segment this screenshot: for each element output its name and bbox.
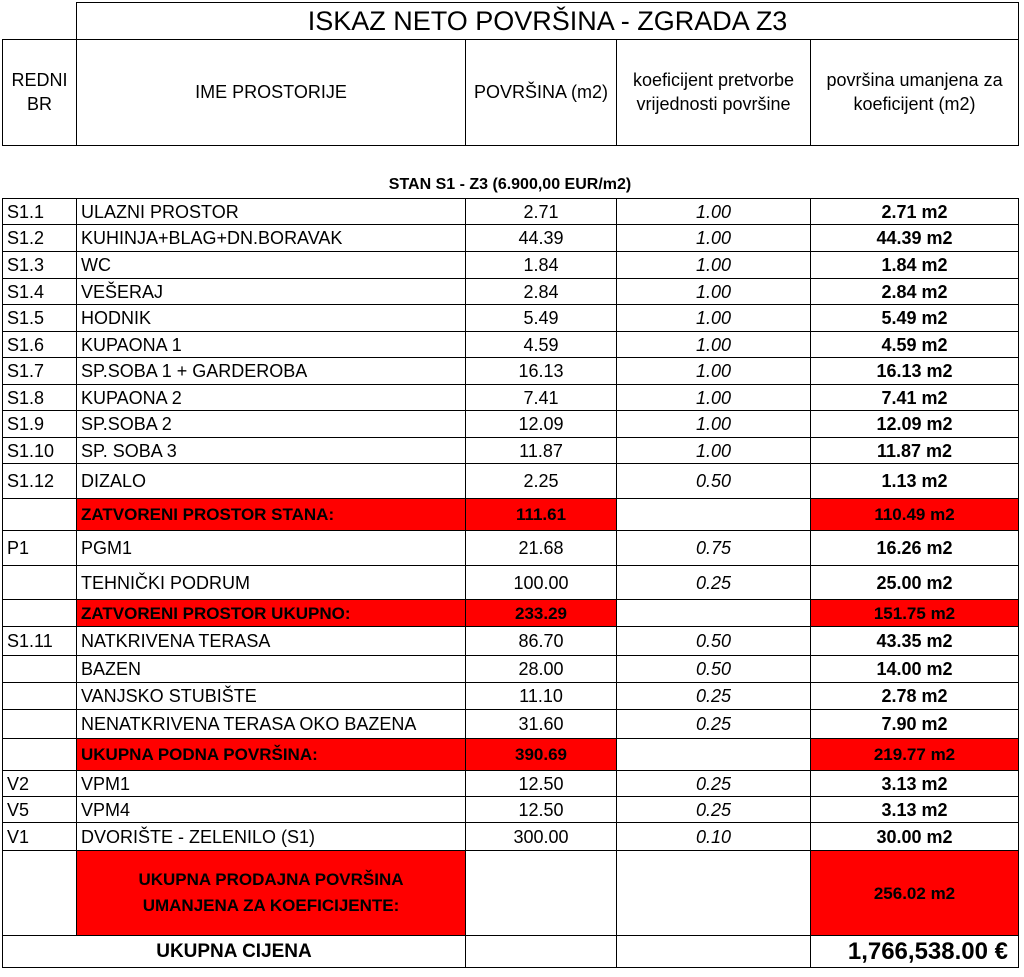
- reduced-area: 11.87 m2: [811, 438, 1019, 464]
- row-number: V2: [3, 771, 77, 797]
- total-price-value: 1,766,538.00 €: [811, 936, 1019, 968]
- room-area: 44.39: [466, 225, 617, 252]
- sale-area-value: 256.02 m2: [811, 851, 1019, 936]
- reduced-area: 110.49 m2: [811, 499, 1019, 531]
- reduced-area: 219.77 m2: [811, 739, 1019, 771]
- room-name: UKUPNA PODNA POVRŠINA:: [77, 739, 466, 771]
- room-name: PGM1: [77, 531, 466, 566]
- reduced-area: 16.13 m2: [811, 358, 1019, 385]
- reduced-area: 7.41 m2: [811, 385, 1019, 411]
- room-name: VPM1: [77, 771, 466, 797]
- conversion-coefficient: 0.75: [617, 531, 811, 566]
- room-area: 2.71: [466, 199, 617, 225]
- room-name: ULAZNI PROSTOR: [77, 199, 466, 225]
- table-row: [3, 279, 1019, 305]
- room-name: KUPAONA 2: [77, 385, 466, 411]
- total-price-label: UKUPNA CIJENA: [3, 936, 466, 968]
- room-area: 2.84: [466, 279, 617, 305]
- reduced-area: 1.13 m2: [811, 464, 1019, 499]
- conversion-coefficient: 0.25: [617, 566, 811, 600]
- table-row: [3, 710, 1019, 739]
- room-name: SP. SOBA 3: [77, 438, 466, 464]
- row-number: V1: [3, 823, 77, 851]
- room-name: NATKRIVENA TERASA: [77, 627, 466, 656]
- room-area: 390.69: [466, 739, 617, 771]
- summary-row: [3, 600, 1019, 627]
- conversion-coefficient: 1.00: [617, 199, 811, 225]
- conversion-coefficient: [617, 499, 811, 531]
- reduced-area: 16.26 m2: [811, 531, 1019, 566]
- row-number: [3, 656, 77, 683]
- reduced-area: 7.90 m2: [811, 710, 1019, 739]
- room-area: 7.41: [466, 385, 617, 411]
- table-row: [3, 797, 1019, 823]
- table-row: [3, 411, 1019, 438]
- reduced-area: 151.75 m2: [811, 600, 1019, 627]
- room-name: VEŠERAJ: [77, 279, 466, 305]
- row-number: S1.9: [3, 411, 77, 438]
- sale-area-label-line1: UKUPNA PRODAJNA POVRŠINA: [138, 869, 404, 889]
- row-number: S1.8: [3, 385, 77, 411]
- room-name: WC: [77, 252, 466, 279]
- room-area: 21.68: [466, 531, 617, 566]
- table-row: [3, 225, 1019, 252]
- room-area: 300.00: [466, 823, 617, 851]
- reduced-area: 1.84 m2: [811, 252, 1019, 279]
- table-row: [3, 656, 1019, 683]
- table-row: [3, 683, 1019, 710]
- table-row: [3, 566, 1019, 600]
- row-number: [3, 499, 77, 531]
- room-area: 233.29: [466, 600, 617, 627]
- title-spacer: [3, 3, 77, 40]
- total-spacer: [617, 936, 811, 968]
- reduced-area: 5.49 m2: [811, 305, 1019, 332]
- room-area: 86.70: [466, 627, 617, 656]
- conversion-coefficient: 1.00: [617, 279, 811, 305]
- row-number: S1.11: [3, 627, 77, 656]
- room-name: VPM4: [77, 797, 466, 823]
- row-number: [3, 851, 77, 936]
- reduced-area: 3.13 m2: [811, 771, 1019, 797]
- conversion-coefficient: 0.25: [617, 683, 811, 710]
- row-number: S1.12: [3, 464, 77, 499]
- total-spacer: [466, 936, 617, 968]
- header-num: REDNI BR: [3, 40, 77, 146]
- section-title: STAN S1 - Z3 (6.900,00 EUR/m2): [388, 176, 632, 193]
- reduced-area: 12.09 m2: [811, 411, 1019, 438]
- area-rows: [3, 199, 1019, 968]
- conversion-coefficient: [617, 600, 811, 627]
- conversion-coefficient: 1.00: [617, 332, 811, 358]
- table-row: [3, 823, 1019, 851]
- row-number: P1: [3, 531, 77, 566]
- summary-row: [3, 739, 1019, 771]
- conversion-coefficient: [617, 739, 811, 771]
- room-area: 31.60: [466, 710, 617, 739]
- sale-area-label-line2: UMANJENA ZA KOEFICIJENTE:: [142, 896, 400, 915]
- row-number: S1.10: [3, 438, 77, 464]
- room-name: KUHINJA+BLAG+DN.BORAVAK: [77, 225, 466, 252]
- room-name: ZATVORENI PROSTOR STANA:: [77, 499, 466, 531]
- room-name: KUPAONA 1: [77, 332, 466, 358]
- conversion-coefficient: 0.25: [617, 710, 811, 739]
- room-name: DIZALO: [77, 464, 466, 499]
- row-number: S1.3: [3, 252, 77, 279]
- reduced-area: 30.00 m2: [811, 823, 1019, 851]
- row-number: [3, 739, 77, 771]
- reduced-area: 2.71 m2: [811, 199, 1019, 225]
- room-area: 100.00: [466, 566, 617, 600]
- conversion-coefficient: 0.25: [617, 771, 811, 797]
- room-area: 12.50: [466, 797, 617, 823]
- room-area: 12.50: [466, 771, 617, 797]
- page-title: ISKAZ NETO POVRŠINA - ZGRADA Z3: [77, 3, 1019, 40]
- conversion-coefficient: [617, 851, 811, 936]
- table-row: [3, 438, 1019, 464]
- conversion-coefficient: 1.00: [617, 358, 811, 385]
- room-area: [466, 851, 617, 936]
- row-number: S1.5: [3, 305, 77, 332]
- reduced-area: 3.13 m2: [811, 797, 1019, 823]
- row-number: S1.6: [3, 332, 77, 358]
- total-price-row: [3, 936, 1019, 968]
- room-area: 16.13: [466, 358, 617, 385]
- row-number: [3, 683, 77, 710]
- reduced-area: 2.84 m2: [811, 279, 1019, 305]
- reduced-area: 2.78 m2: [811, 683, 1019, 710]
- table-row: [3, 627, 1019, 656]
- room-name: NENATKRIVENA TERASA OKO BAZENA: [77, 710, 466, 739]
- row-number: [3, 710, 77, 739]
- conversion-coefficient: 1.00: [617, 305, 811, 332]
- row-number: S1.2: [3, 225, 77, 252]
- room-area: 28.00: [466, 656, 617, 683]
- room-area: 5.49: [466, 305, 617, 332]
- header-table: [2, 2, 1019, 146]
- room-area: 1.84: [466, 252, 617, 279]
- room-name: BAZEN: [77, 656, 466, 683]
- row-number: S1.4: [3, 279, 77, 305]
- room-name: HODNIK: [77, 305, 466, 332]
- room-area: 111.61: [466, 499, 617, 531]
- table-row: [3, 385, 1019, 411]
- room-area: 4.59: [466, 332, 617, 358]
- conversion-coefficient: 1.00: [617, 438, 811, 464]
- conversion-coefficient: 0.50: [617, 464, 811, 499]
- room-name: SP.SOBA 2: [77, 411, 466, 438]
- sale-area-label: [77, 851, 466, 936]
- table-row: [3, 252, 1019, 279]
- room-area: 12.09: [466, 411, 617, 438]
- reduced-area: 14.00 m2: [811, 656, 1019, 683]
- header-area: POVRŠINA (m2): [466, 40, 617, 146]
- table-row: [3, 771, 1019, 797]
- conversion-coefficient: 1.00: [617, 252, 811, 279]
- conversion-coefficient: 0.10: [617, 823, 811, 851]
- reduced-area: 44.39 m2: [811, 225, 1019, 252]
- reduced-area: 25.00 m2: [811, 566, 1019, 600]
- table-row: [3, 358, 1019, 385]
- table-row: [3, 332, 1019, 358]
- room-name: ZATVORENI PROSTOR UKUPNO:: [77, 600, 466, 627]
- summary-row: [3, 499, 1019, 531]
- conversion-coefficient: 0.50: [617, 656, 811, 683]
- room-name: SP.SOBA 1 + GARDEROBA: [77, 358, 466, 385]
- reduced-area: 43.35 m2: [811, 627, 1019, 656]
- row-number: [3, 566, 77, 600]
- table-row: [3, 464, 1019, 499]
- conversion-coefficient: 1.00: [617, 411, 811, 438]
- area-table: [2, 198, 1019, 968]
- row-number: S1.7: [3, 358, 77, 385]
- room-name: DVORIŠTE - ZELENILO (S1): [77, 823, 466, 851]
- header-coef: koeficijent pretvorbe vrijednosti površine: [617, 40, 811, 146]
- sale-area-row: [3, 851, 1019, 936]
- conversion-coefficient: 1.00: [617, 385, 811, 411]
- reduced-area: 4.59 m2: [811, 332, 1019, 358]
- table-row: [3, 199, 1019, 225]
- row-number: [3, 600, 77, 627]
- conversion-coefficient: 1.00: [617, 225, 811, 252]
- conversion-coefficient: 0.25: [617, 797, 811, 823]
- row-number: V5: [3, 797, 77, 823]
- room-name: TEHNIČKI PODRUM: [77, 566, 466, 600]
- room-area: 2.25: [466, 464, 617, 499]
- room-area: 11.87: [466, 438, 617, 464]
- room-name: VANJSKO STUBIŠTE: [77, 683, 466, 710]
- table-row: [3, 531, 1019, 566]
- row-number: S1.1: [3, 199, 77, 225]
- room-area: 11.10: [466, 683, 617, 710]
- conversion-coefficient: 0.50: [617, 627, 811, 656]
- header-name: IME PROSTORIJE: [77, 40, 466, 146]
- header-result: površina umanjena za koeficijent (m2): [811, 40, 1019, 146]
- table-row: [3, 305, 1019, 332]
